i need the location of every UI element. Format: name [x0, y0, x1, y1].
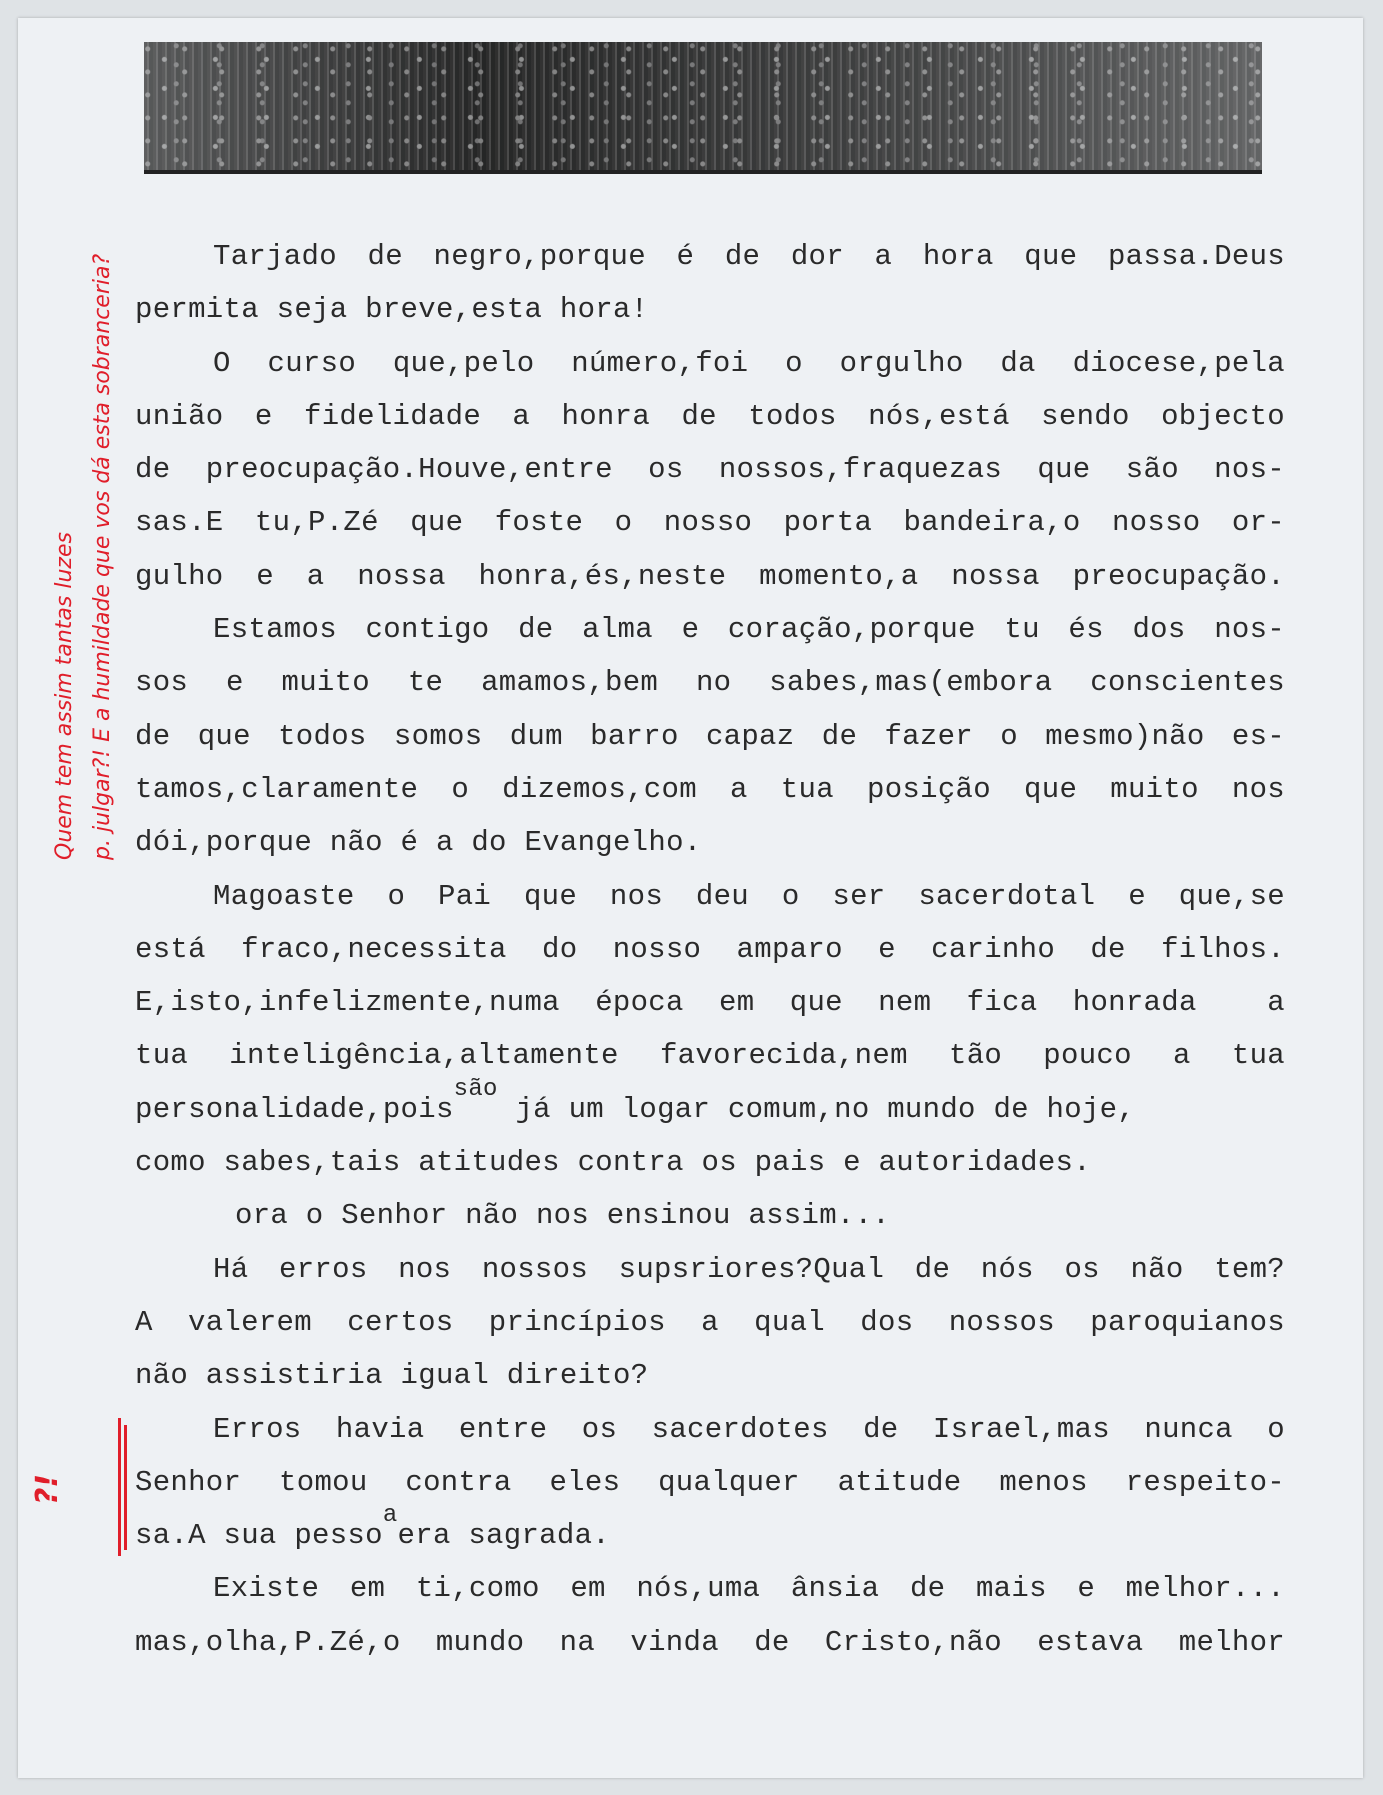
text-line: ora o Senhor não nos ensinou assim...	[235, 1199, 891, 1233]
red-margin-exclamation: ?!	[30, 1473, 65, 1505]
text-line: permita seja breve,esta hora!	[135, 293, 649, 327]
red-margin-note: Quem tem assim tantas luzes	[52, 532, 77, 860]
text-line: gulho e a nossa honra,és,neste momento,a nossa preocupação.	[135, 559, 1285, 593]
text-line: como sabes,tais atitudes contra os pais e autoridades.	[135, 1146, 1091, 1180]
text-segment: sa.A sua pesso	[135, 1519, 383, 1553]
typed-letter-body	[135, 230, 1285, 1669]
text-line: Existe em ti,como em nós,uma ânsia de mais e melhor...	[213, 1572, 1285, 1606]
red-margin-bar	[124, 1425, 127, 1550]
text-line: E,isto,infelizmente,numa época em que nem fica honrada a	[135, 986, 1285, 1020]
handwritten-insertion: são	[453, 1075, 498, 1103]
text-segment: personalidade,pois	[135, 1092, 454, 1126]
text-line: tua inteligência,altamente favorecida,nem tão pouco a tua	[135, 1039, 1285, 1073]
text-line: A valerem certos princípios a qual dos nossos paroquianos	[135, 1305, 1285, 1339]
text-line: tamos,claramente o dizemos,com a tua posição que muito nos	[135, 772, 1285, 806]
text-line: dói,porque não é a do Evangelho.	[135, 826, 702, 860]
text-line-with-insertion	[135, 1502, 1285, 1562]
band-texture-overlay	[144, 42, 1262, 170]
text-line-with-insertion	[135, 1075, 1285, 1136]
text-line: Há erros nos nossos supsriores?Qual de nós os não tem?	[213, 1252, 1285, 1286]
text-line: mas,olha,P.Zé,o mundo na vinda de Cristo,não estava melhor	[135, 1625, 1285, 1659]
text-line: Magoaste o Pai que nos deu o ser sacerdotal e que,se	[213, 879, 1285, 913]
red-margin-note: p. julgar?! E a humildade que vos dá esta sobranceria?	[90, 253, 115, 860]
text-line: união e fidelidade a honra de todos nós,está sendo objecto	[135, 399, 1285, 433]
text-line: O curso que,pelo número,foi o orgulho da diocese,pela	[213, 346, 1285, 380]
red-margin-bar	[118, 1418, 121, 1556]
text-line: Tarjado de negro,porque é de dor a hora que passa.Deus	[213, 240, 1285, 273]
text-line: Erros havia entre os sacerdotes de Israel,mas nunca o	[213, 1412, 1285, 1446]
text-line: Senhor tomou contra eles qualquer atitude menos respeito-	[135, 1465, 1285, 1499]
text-line: está fraco,necessita do nosso amparo e carinho de filhos.	[135, 932, 1285, 966]
text-segment: já um logar comum,no mundo de hoje,	[515, 1092, 1136, 1126]
text-line: não assistiria igual direito?	[135, 1359, 649, 1393]
text-line: sas.E tu,P.Zé que foste o nosso porta bandeira,o nosso or-	[135, 506, 1285, 540]
text-segment: era sagrada.	[397, 1519, 610, 1553]
text-line: de que todos somos dum barro capaz de fazer o mesmo)não es-	[135, 719, 1285, 753]
text-line: de preocupação.Houve,entre os nossos,fraquezas que são nos-	[135, 453, 1285, 487]
handwritten-insertion: a	[382, 1502, 398, 1530]
text-line: sos e muito te amamos,bem no sabes,mas(embora conscientes	[135, 666, 1285, 700]
text-line: Estamos contigo de alma e coração,porque tu és dos nos-	[213, 613, 1285, 647]
